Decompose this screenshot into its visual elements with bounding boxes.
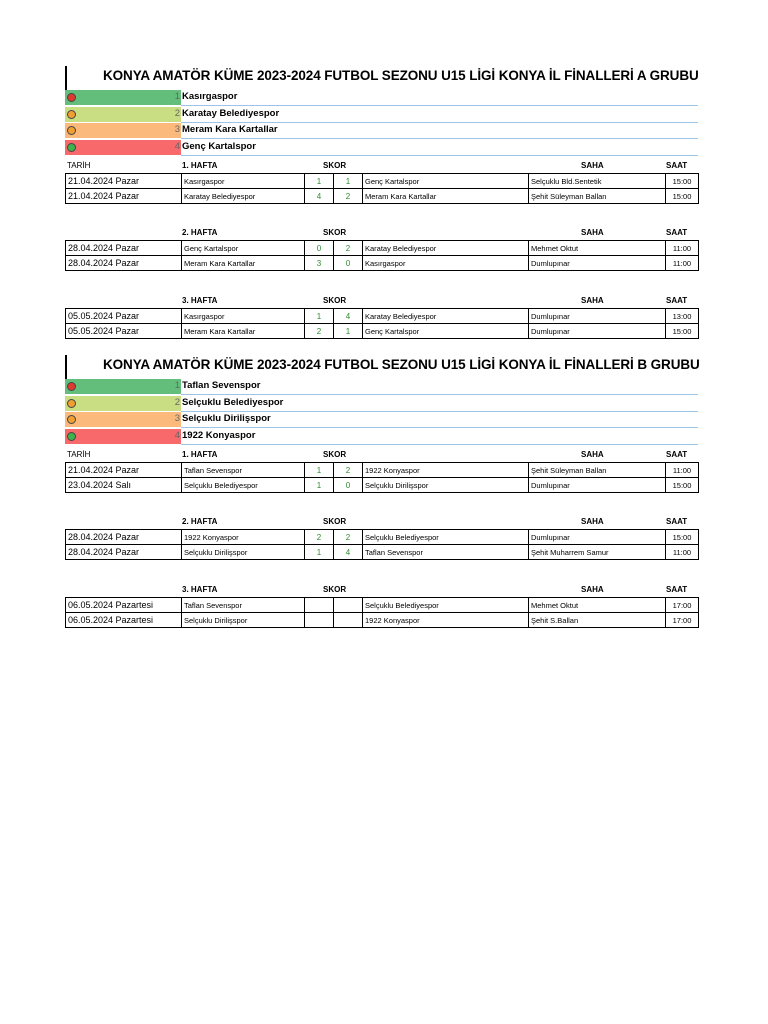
- home-team: Kasırgaspor: [182, 174, 305, 189]
- score-column-header: SKOR: [323, 228, 347, 237]
- home-score: 1: [305, 174, 334, 189]
- rank-color-cell: [65, 140, 181, 155]
- home-score: 1: [305, 463, 334, 478]
- away-team: 1922 Konyaspor: [363, 463, 529, 478]
- status-dot-icon: [67, 126, 76, 135]
- away-team: 1922 Konyaspor: [363, 613, 529, 628]
- match-date: 21.04.2024 Pazar: [66, 174, 182, 189]
- venue: Dumlupınar: [529, 309, 666, 324]
- status-dot-icon: [67, 382, 76, 391]
- match-date: 28.04.2024 Pazar: [66, 545, 182, 560]
- match-row: [66, 478, 699, 493]
- week-label: 1. HAFTA: [182, 450, 218, 459]
- home-score: 2: [305, 324, 334, 339]
- row-underline: [181, 155, 698, 156]
- home-team: Meram Kara Kartallar: [182, 324, 305, 339]
- match-table: [65, 529, 699, 560]
- standing-team: Kasırgaspor: [182, 91, 238, 102]
- title-divider: [65, 66, 67, 92]
- away-score: 2: [334, 189, 363, 204]
- kickoff-time: 11:00: [666, 463, 699, 478]
- venue-column-header: SAHA: [581, 585, 604, 594]
- rank-color-cell: [65, 396, 181, 411]
- standing-rank: 1: [174, 91, 180, 102]
- standings-row: [65, 90, 698, 106]
- standings-row: [65, 379, 698, 395]
- time-column-header: SAAT: [666, 296, 688, 305]
- match-date: 06.05.2024 Pazartesi: [66, 598, 182, 613]
- score-column-header: SKOR: [323, 161, 347, 170]
- standing-team: 1922 Konyaspor: [182, 429, 256, 441]
- away-team: Karatay Belediyespor: [363, 309, 529, 324]
- week-header: [0, 517, 768, 529]
- home-score: [305, 613, 334, 628]
- rank-color-cell: [65, 123, 181, 138]
- kickoff-time: 11:00: [666, 545, 699, 560]
- away-team: Taflan Sevenspor: [363, 545, 529, 560]
- match-table: [65, 597, 699, 628]
- venue-column-header: SAHA: [581, 296, 604, 305]
- week-label: 1. HAFTA: [182, 161, 218, 170]
- match-row: [66, 174, 699, 189]
- home-score: 0: [305, 241, 334, 256]
- rank-color-cell: [65, 107, 181, 122]
- week-header: [0, 450, 768, 462]
- kickoff-time: 15:00: [666, 189, 699, 204]
- week-label: 2. HAFTA: [182, 228, 218, 237]
- week-header: [0, 585, 768, 597]
- group-title: KONYA AMATÖR KÜME 2023-2024 FUTBOL SEZONU U15 LİGİ KONYA İL FİNALLERİ B GRUBU: [103, 357, 700, 372]
- home-score: 1: [305, 309, 334, 324]
- match-date: 05.05.2024 Pazar: [66, 309, 182, 324]
- match-date: 21.04.2024 Pazar: [66, 463, 182, 478]
- away-team: Genç Kartalspor: [363, 174, 529, 189]
- away-score: 1: [334, 174, 363, 189]
- week-header: [0, 161, 768, 173]
- kickoff-time: 17:00: [666, 598, 699, 613]
- week-label: 3. HAFTA: [182, 585, 218, 594]
- home-team: Selçuklu Dirilişspor: [182, 613, 305, 628]
- match-row: [66, 189, 699, 204]
- status-dot-icon: [67, 93, 76, 102]
- rank-color-cell: [65, 90, 181, 105]
- match-date: 28.04.2024 Pazar: [66, 256, 182, 271]
- match-row: [66, 545, 699, 560]
- match-table: [65, 462, 699, 493]
- away-team: Kasırgaspor: [363, 256, 529, 271]
- venue: Dumlupınar: [529, 256, 666, 271]
- group-section: [0, 66, 768, 356]
- venue-column-header: SAHA: [581, 228, 604, 237]
- rank-color-cell: [65, 379, 181, 394]
- match-row: [66, 309, 699, 324]
- standing-rank: 2: [174, 396, 180, 408]
- standing-rank: 4: [174, 429, 180, 441]
- score-column-header: SKOR: [323, 517, 347, 526]
- venue: Şehit Muharrem Samur: [529, 545, 666, 560]
- status-dot-icon: [67, 143, 76, 152]
- date-column-header: TARİH: [67, 450, 91, 459]
- match-row: [66, 530, 699, 545]
- match-row: [66, 256, 699, 271]
- venue: Şehit S.Ballan: [529, 613, 666, 628]
- venue: Şehit Süleyman Ballan: [529, 189, 666, 204]
- home-score: 4: [305, 189, 334, 204]
- standing-team: Karatay Belediyespor: [182, 107, 280, 119]
- home-team: 1922 Konyaspor: [182, 530, 305, 545]
- home-score: 2: [305, 530, 334, 545]
- away-team: Selçuklu Dirilişspor: [363, 478, 529, 493]
- match-date: 23.04.2024 Salı: [66, 478, 182, 493]
- match-date: 06.05.2024 Pazartesi: [66, 613, 182, 628]
- kickoff-time: 15:00: [666, 174, 699, 189]
- away-score: 0: [334, 478, 363, 493]
- standings-row: [65, 412, 698, 428]
- match-row: [66, 598, 699, 613]
- week-label: 2. HAFTA: [182, 517, 218, 526]
- away-team: Karatay Belediyespor: [363, 241, 529, 256]
- venue: Mehmet Oktut: [529, 241, 666, 256]
- venue: Mehmet Oktut: [529, 598, 666, 613]
- match-table: [65, 308, 699, 339]
- home-team: Genç Kartalspor: [182, 241, 305, 256]
- score-column-header: SKOR: [323, 296, 347, 305]
- match-date: 05.05.2024 Pazar: [66, 324, 182, 339]
- standing-team: Meram Kara Kartallar: [182, 124, 278, 135]
- home-score: 1: [305, 478, 334, 493]
- standing-rank: 3: [174, 124, 180, 135]
- week-header: [0, 228, 768, 240]
- home-team: Taflan Sevenspor: [182, 463, 305, 478]
- home-score: 3: [305, 256, 334, 271]
- kickoff-time: 13:00: [666, 309, 699, 324]
- status-dot-icon: [67, 432, 76, 441]
- away-team: Meram Kara Kartallar: [363, 189, 529, 204]
- standings-row: [65, 123, 698, 139]
- title-divider: [65, 355, 67, 381]
- kickoff-time: 11:00: [666, 241, 699, 256]
- time-column-header: SAAT: [666, 161, 688, 170]
- kickoff-time: 15:00: [666, 324, 699, 339]
- venue-column-header: SAHA: [581, 517, 604, 526]
- standings-row: [65, 396, 698, 412]
- group-section: [0, 355, 768, 645]
- match-row: [66, 241, 699, 256]
- away-score: 4: [334, 545, 363, 560]
- away-score: [334, 613, 363, 628]
- kickoff-time: 17:00: [666, 613, 699, 628]
- home-team: Meram Kara Kartallar: [182, 256, 305, 271]
- venue: Şehit Süleyman Ballan: [529, 463, 666, 478]
- row-underline: [181, 444, 698, 445]
- standings-row: [65, 429, 698, 445]
- away-team: Genç Kartalspor: [363, 324, 529, 339]
- match-table: [65, 240, 699, 271]
- week-header: [0, 296, 768, 308]
- venue: Selçuklu Bld.Sentetik: [529, 174, 666, 189]
- time-column-header: SAAT: [666, 517, 688, 526]
- status-dot-icon: [67, 110, 76, 119]
- rank-color-cell: [65, 412, 181, 427]
- away-score: 1: [334, 324, 363, 339]
- away-score: 2: [334, 241, 363, 256]
- match-date: 21.04.2024 Pazar: [66, 189, 182, 204]
- venue-column-header: SAHA: [581, 161, 604, 170]
- home-team: Taflan Sevenspor: [182, 598, 305, 613]
- kickoff-time: 15:00: [666, 530, 699, 545]
- home-score: 1: [305, 545, 334, 560]
- match-date: 28.04.2024 Pazar: [66, 530, 182, 545]
- venue: Dumlupınar: [529, 530, 666, 545]
- away-score: 2: [334, 463, 363, 478]
- kickoff-time: 15:00: [666, 478, 699, 493]
- away-score: 0: [334, 256, 363, 271]
- rank-color-cell: [65, 429, 181, 444]
- match-row: [66, 613, 699, 628]
- standings-row: [65, 140, 698, 156]
- away-score: [334, 598, 363, 613]
- standing-rank: 2: [174, 107, 180, 119]
- score-column-header: SKOR: [323, 450, 347, 459]
- standing-team: Selçuklu Belediyespor: [182, 396, 284, 408]
- match-table: [65, 173, 699, 204]
- time-column-header: SAAT: [666, 228, 688, 237]
- home-team: Selçuklu Belediyespor: [182, 478, 305, 493]
- week-label: 3. HAFTA: [182, 296, 218, 305]
- match-date: 28.04.2024 Pazar: [66, 241, 182, 256]
- home-team: Karatay Belediyespor: [182, 189, 305, 204]
- match-row: [66, 463, 699, 478]
- standing-team: Taflan Sevenspor: [182, 380, 261, 391]
- status-dot-icon: [67, 399, 76, 408]
- away-score: 4: [334, 309, 363, 324]
- home-team: Kasırgaspor: [182, 309, 305, 324]
- time-column-header: SAAT: [666, 585, 688, 594]
- venue: Dumlupınar: [529, 324, 666, 339]
- away-team: Selçuklu Belediyespor: [363, 598, 529, 613]
- home-score: [305, 598, 334, 613]
- standing-team: Genç Kartalspor: [182, 140, 256, 152]
- status-dot-icon: [67, 415, 76, 424]
- home-team: Selçuklu Dirilişspor: [182, 545, 305, 560]
- standing-rank: 3: [174, 413, 180, 424]
- away-team: Selçuklu Belediyespor: [363, 530, 529, 545]
- venue-column-header: SAHA: [581, 450, 604, 459]
- match-row: [66, 324, 699, 339]
- standing-rank: 4: [174, 140, 180, 152]
- group-title: KONYA AMATÖR KÜME 2023-2024 FUTBOL SEZONU U15 LİGİ KONYA İL FİNALLERİ A GRUBU: [103, 68, 699, 83]
- score-column-header: SKOR: [323, 585, 347, 594]
- standing-rank: 1: [174, 380, 180, 391]
- time-column-header: SAAT: [666, 450, 688, 459]
- standing-team: Selçuklu Dirilişspor: [182, 413, 271, 424]
- away-score: 2: [334, 530, 363, 545]
- date-column-header: TARİH: [67, 161, 91, 170]
- kickoff-time: 11:00: [666, 256, 699, 271]
- standings-row: [65, 107, 698, 123]
- venue: Dumlupınar: [529, 478, 666, 493]
